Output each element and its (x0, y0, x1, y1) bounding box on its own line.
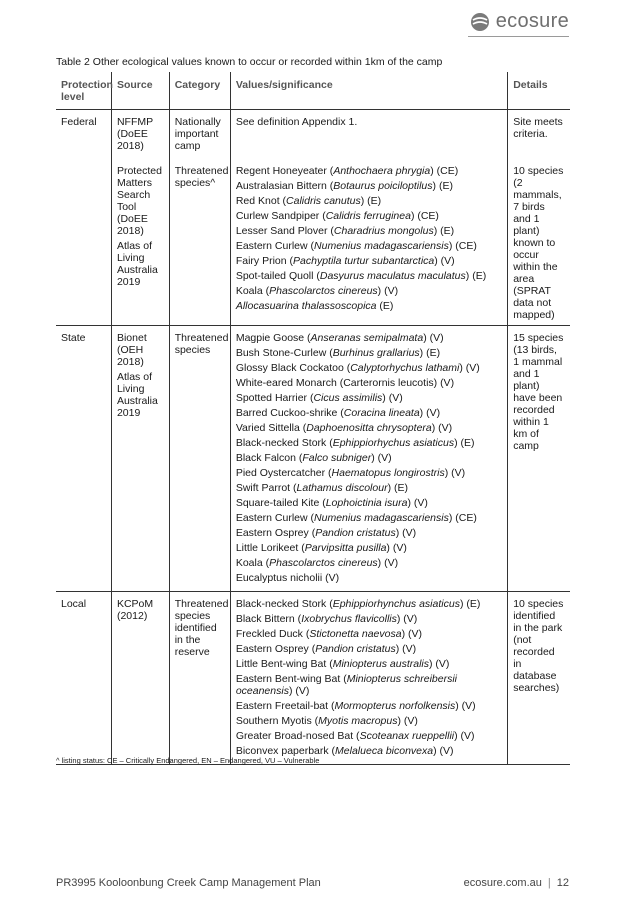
species-entry (236, 165, 502, 177)
species-status: ) (CE) (410, 210, 439, 222)
source-entry: KCPoM (2012) (116, 598, 154, 622)
species-common-name: Little Lorikeet ( (235, 542, 305, 554)
footer-right (464, 877, 569, 889)
species-scientific-name: Melalueca biconvexa (335, 745, 434, 757)
species-entry (236, 407, 502, 419)
species-entry (236, 392, 502, 404)
species-scientific-name: Numenius madagascariensis (314, 512, 449, 524)
values-cell (230, 592, 507, 765)
species-scientific-name: Miniopterus australis (332, 658, 430, 670)
species-common-name: Black Bittern ( (235, 613, 302, 625)
species-entry (236, 347, 502, 359)
species-scientific-name: Parvipsitta pusilla (304, 542, 387, 554)
species-scientific-name: Allocasuarina thalassoscopica (235, 300, 377, 312)
species-entry (236, 285, 502, 297)
footer-website: ecosure.com.au (463, 877, 542, 889)
protection-level-cell: Local (56, 592, 111, 765)
category-cell: Nationally important camp (169, 110, 230, 160)
species-entry (236, 613, 502, 625)
table-row (56, 110, 570, 160)
species-status: ) (V) (288, 685, 310, 697)
source-cell (111, 110, 169, 160)
species-status: ) (E) (387, 482, 408, 494)
species-entry (236, 332, 502, 344)
species-status: ) (E) (419, 347, 441, 359)
species-common-name: Eastern Bent-wing Bat ( (235, 673, 347, 685)
species-scientific-name: Ephippiorhynchus asiaticus (332, 598, 460, 610)
species-entry (236, 512, 502, 524)
species-scientific-name: Myotis macropus (318, 715, 398, 727)
species-scientific-name: Dasyurus maculatus maculatus (319, 270, 466, 282)
source-entry: Atlas of Living Australia 2019 (116, 371, 158, 419)
details-cell: 10 species identified in the park (not recorded in database searches) (508, 592, 570, 765)
species-scientific-name: Anthochaera phrygia (333, 165, 431, 177)
protection-level-cell: State (56, 326, 111, 592)
source-cell (111, 326, 169, 592)
species-status: ) (V) (455, 700, 476, 712)
species-status: ) (E) (454, 437, 475, 449)
species-status: ) (E) (432, 180, 453, 192)
species-scientific-name: Calidris canutus (286, 195, 361, 207)
details-cell: 10 species (2 mammals, 7 birds and 1 plant) known to occur within the area (SPRAT data not mapped) (508, 159, 570, 326)
footer-document-title: PR3995 Kooloonbung Creek Camp Management Plan (56, 877, 321, 889)
page-number: 12 (556, 877, 569, 889)
species-scientific-name: Stictonetta naevosa (309, 628, 402, 640)
species-common-name: Freckled Duck ( (235, 628, 310, 640)
species-scientific-name: Phascolarctos cinereus (269, 285, 378, 297)
species-common-name: Barred Cuckoo-shrike ( (235, 407, 344, 419)
species-entry (236, 270, 502, 282)
column-header: Source (111, 72, 169, 110)
species-scientific-name: Haematopus longirostris (331, 467, 445, 479)
species-scientific-name: Falco subniger (302, 452, 372, 464)
species-scientific-name: Burhinus grallarius (332, 347, 420, 359)
species-entry (236, 452, 502, 464)
species-status: ) (V) (396, 613, 418, 625)
species-scientific-name: Anseranas semipalmata (310, 332, 424, 344)
species-scientific-name: Miniopterus schreibersii oceanensis (235, 673, 458, 697)
species-common-name: Curlew Sandpiper ( (235, 210, 326, 222)
species-entry (236, 482, 502, 494)
header-divider (468, 36, 569, 37)
table-caption: Table 2 Other ecological values known to occur or recorded within 1km of the camp (56, 56, 443, 68)
species-entry (236, 730, 502, 742)
species-common-name: Spot-tailed Quoll ( (235, 270, 320, 282)
table-row (56, 159, 570, 326)
species-entry (236, 598, 502, 610)
species-status: ) (E) (433, 225, 455, 237)
species-common-name: Eastern Osprey ( (235, 643, 316, 655)
logo-text: ecosure (495, 10, 569, 32)
species-scientific-name: Ephippiorhychus asiaticus (332, 437, 455, 449)
species-entry (236, 715, 502, 727)
species-entry (236, 467, 502, 479)
column-header: Category (169, 72, 230, 110)
species-common-name: Eastern Freetail-bat ( (235, 700, 335, 712)
species-common-name: Regent Honeyeater ( (235, 165, 334, 177)
species-scientific-name: Pachyptila turtur subantarctica (293, 255, 435, 267)
species-status: ) (V) (395, 527, 417, 539)
species-entry (236, 628, 502, 640)
species-common-name: Varied Sittella ( (235, 422, 307, 434)
source-entry: Protected Matters Search Tool (DoEE 2018) (116, 165, 162, 237)
species-scientific-name: Mormopterus norfolkensis (334, 700, 456, 712)
details-cell: 15 species (13 birds, 1 mammal and 1 plant) have been recorded within 1 km of camp (508, 326, 570, 592)
footer-separator: | (547, 877, 551, 889)
species-entry (236, 658, 502, 670)
species-scientific-name: Calidris ferruginea (325, 210, 411, 222)
species-entry (236, 377, 502, 389)
species-status: ) (CE) (448, 240, 477, 252)
species-status: ) (V) (433, 745, 454, 757)
species-common-name: Red Knot ( (235, 195, 287, 207)
species-common-name: Lesser Sand Plover ( (235, 225, 334, 237)
species-status: ) (E) (465, 270, 487, 282)
species-scientific-name: Pandion cristatus (315, 527, 396, 539)
table-header-row (56, 72, 570, 110)
species-status: ) (V) (459, 362, 480, 374)
species-common-name: Koala ( (235, 285, 270, 297)
protection-level-cell: Federal (61, 116, 97, 128)
species-status: ) (V) (371, 452, 392, 464)
species-entry (236, 255, 502, 267)
species-common-name: Spotted Harrier ( (235, 392, 314, 404)
species-scientific-name: Pandion cristatus (315, 643, 396, 655)
source-entry: NFFMP (DoEE 2018) (116, 116, 153, 152)
species-scientific-name: Numenius madagascariensis (314, 240, 449, 252)
species-status: ) (V) (431, 422, 453, 434)
species-entry (236, 180, 502, 192)
species-status: ) (V) (377, 285, 399, 297)
species-status: ) (V) (429, 658, 450, 670)
species-scientific-name: Calyptorhychus lathami (350, 362, 460, 374)
species-entry (236, 643, 502, 655)
species-status: ) (V) (454, 730, 475, 742)
listing-status-footnote: ^ listing status: CE – Critically Endangered, EN – Endangered, VU – Vulnerable (56, 756, 320, 765)
category-cell: Threatened species (169, 326, 230, 592)
species-entry (236, 240, 502, 252)
species-status: ) (CE) (448, 512, 477, 524)
table-row (56, 592, 570, 765)
species-status: ) (CE) (430, 165, 459, 177)
species-common-name: Australasian Bittern ( (235, 180, 334, 192)
species-common-name: Black-necked Stork ( (235, 598, 333, 610)
species-scientific-name: Phascolarctos cinereus (269, 557, 378, 569)
species-common-name: Glossy Black Cockatoo ( (235, 362, 351, 374)
species-entry (236, 225, 502, 237)
species-scientific-name: Scoteanax rueppellii (359, 730, 455, 742)
species-entry (236, 542, 502, 554)
species-scientific-name: Lathamus discolour (296, 482, 388, 494)
species-entry (236, 673, 502, 697)
species-status: ) (V) (434, 255, 455, 267)
species-common-name: Magpie Goose ( (235, 332, 311, 344)
species-entry (236, 700, 502, 712)
company-logo (470, 10, 569, 33)
species-common-name: Little Bent-wing Bat ( (235, 658, 333, 670)
species-common-name: Square-tailed Kite ( (235, 497, 326, 509)
source-cell (111, 159, 169, 326)
species-common-name: See definition Appendix 1. (235, 116, 358, 128)
species-common-name: Eastern Curlew ( (235, 512, 315, 524)
species-scientific-name: Ixobrychus flavicollis (301, 613, 397, 625)
species-common-name: Pied Oystercatcher ( (235, 467, 332, 479)
species-status: (E) (376, 300, 394, 312)
protection-level-cell (56, 159, 111, 326)
species-entry (236, 210, 502, 222)
species-entry (236, 116, 502, 128)
species-status: ) (V) (395, 643, 417, 655)
species-status: ) (V) (423, 332, 444, 344)
details-cell: Site meets criteria. (508, 110, 570, 160)
species-common-name: Black-necked Stork ( (235, 437, 333, 449)
species-common-name: Greater Broad-nosed Bat ( (235, 730, 360, 742)
species-common-name: Southern Myotis ( (235, 715, 319, 727)
values-cell (230, 326, 507, 592)
column-header: Protection level (56, 72, 111, 110)
species-common-name: Black Falcon ( (235, 452, 303, 464)
species-common-name: White-eared Monarch (Carterornis leucotis) (V) (235, 377, 455, 389)
species-status: ) (V) (419, 407, 441, 419)
values-cell (230, 110, 507, 160)
table-body (56, 110, 570, 765)
values-cell (230, 159, 507, 326)
species-scientific-name: Daphoenositta chrysoptera (306, 422, 432, 434)
species-status: ) (V) (377, 557, 399, 569)
species-status: ) (V) (397, 715, 418, 727)
species-common-name: Bush Stone-Curlew ( (235, 347, 333, 359)
ecosure-logo-icon (470, 12, 490, 32)
table-row (56, 326, 570, 592)
source-entry: Atlas of Living Australia 2019 (116, 240, 158, 288)
ecological-values-table (56, 72, 570, 765)
species-status: ) (V) (444, 467, 466, 479)
species-common-name: Biconvex paperbark ( (235, 745, 336, 757)
species-entry (236, 572, 502, 584)
species-entry (236, 422, 502, 434)
species-common-name: Eucalyptus nicholii (V) (235, 572, 340, 584)
species-entry (236, 557, 502, 569)
species-entry (236, 362, 502, 374)
species-entry (236, 497, 502, 509)
species-entry (236, 195, 502, 207)
source-entry: Bionet (OEH 2018) (116, 332, 147, 368)
species-status: ) (V) (382, 392, 403, 404)
species-status: ) (E) (459, 598, 481, 610)
category-cell: Threatened species identified in the reserve (169, 592, 230, 765)
species-entry (236, 437, 502, 449)
species-common-name: Swift Parrot ( (235, 482, 297, 494)
category-cell: Threatened species^ (169, 159, 230, 326)
species-scientific-name: Cicus assimilis (313, 392, 383, 404)
species-status: ) (E) (360, 195, 382, 207)
species-entry (236, 300, 502, 312)
species-scientific-name: Charadrius mongolus (333, 225, 434, 237)
species-scientific-name: Botaurus poiciloptilus (333, 180, 433, 192)
species-entry (236, 527, 502, 539)
species-status: ) (V) (401, 628, 422, 640)
species-common-name: Koala ( (235, 557, 270, 569)
species-common-name: Fairy Prion ( (235, 255, 294, 267)
column-header: Details (508, 72, 570, 110)
species-scientific-name: Coracina lineata (343, 407, 420, 419)
species-common-name: Eastern Curlew ( (235, 240, 315, 252)
species-status: ) (V) (407, 497, 428, 509)
species-status: ) (V) (386, 542, 407, 554)
source-cell (111, 592, 169, 765)
species-scientific-name: Lophoictinia isura (325, 497, 408, 509)
species-common-name: Eastern Osprey ( (235, 527, 316, 539)
column-header: Values/significance (230, 72, 507, 110)
